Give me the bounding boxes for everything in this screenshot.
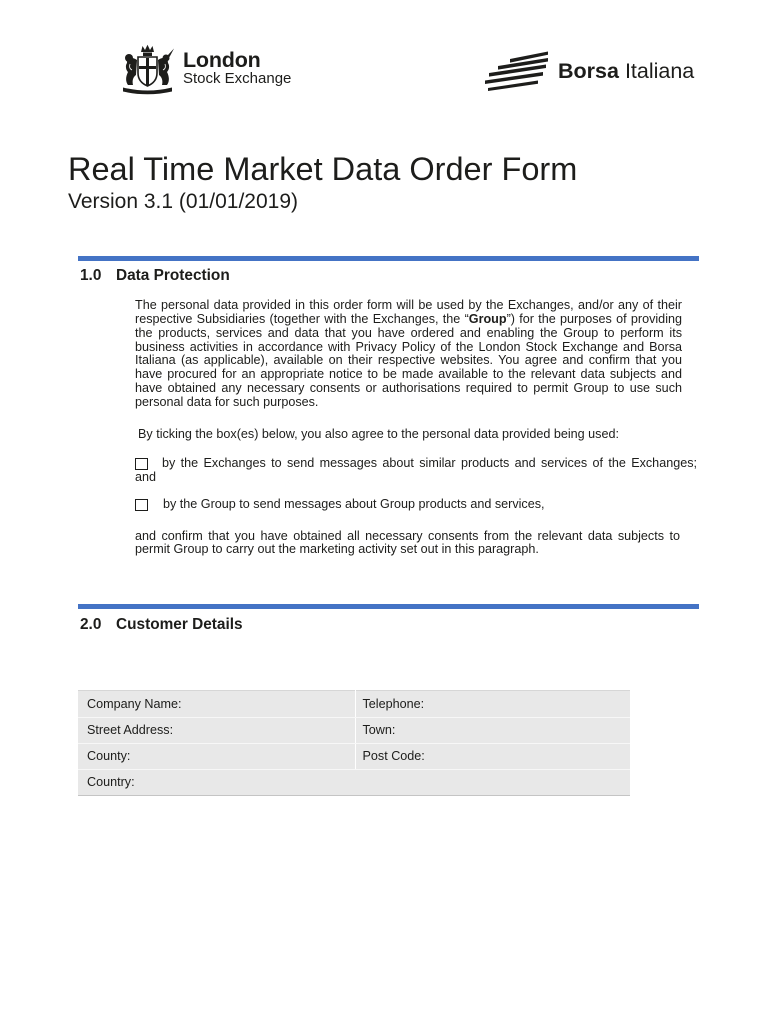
field-label: Country: xyxy=(87,775,135,790)
paragraph-line: the products, services and data that you have ordered and enabling the Group to perform its xyxy=(135,325,682,340)
paragraph-line: personal data for such purposes. xyxy=(135,395,319,410)
consent-intro: By ticking the box(es) below, you also agree to the personal data provided being used: xyxy=(138,427,619,441)
section-number-customer-details: 2.0 xyxy=(80,616,102,633)
town-field[interactable] xyxy=(355,718,630,744)
telephone-field[interactable] xyxy=(355,691,630,718)
paragraph-line: and confirm that you have obtained all necessary consents from the relevant data subjects to xyxy=(135,529,680,543)
field-label: Telephone: xyxy=(362,696,425,711)
field-label: Company Name: xyxy=(87,696,182,711)
paragraph-line: have procured for an appropriate notice to be made available to the relevant data subjects and xyxy=(135,367,682,382)
section-divider-customer-details xyxy=(78,604,699,609)
company-name-field[interactable] xyxy=(78,691,355,718)
paragraph-line-part: ”) for the purposes of providing xyxy=(506,311,682,326)
borsa-stripes-icon xyxy=(485,49,549,91)
borsa-italiana-wordmark xyxy=(558,61,694,83)
consent-exchanges-checkbox[interactable] xyxy=(135,458,148,470)
paragraph-line: have obtained any necessary consents or authorisations required to permit Group to use such xyxy=(135,381,682,396)
consent-closing-paragraph xyxy=(135,530,680,556)
paragraph-line: permit Group to carry out the marketing activity set out in this paragraph. xyxy=(135,542,539,556)
consent-group-checkbox[interactable] xyxy=(135,499,148,511)
lse-logo-wordmark-line2: Stock Exchange xyxy=(183,70,292,87)
lse-crest-icon xyxy=(119,44,176,96)
consent-exchanges-label-continued: and xyxy=(135,470,157,484)
consent-group-label: by the Group to send messages about Group products and services, xyxy=(163,497,545,511)
paragraph-line-part: respective Subsidiaries (together with the Exchanges, the “ xyxy=(135,311,469,326)
paragraph-line: The personal data provided in this order form will be used by the Exchanges, and/or any of their xyxy=(135,298,682,312)
country-field[interactable] xyxy=(78,770,630,796)
consent-exchanges-label: by the Exchanges to send messages about similar products and services of the Exchanges; xyxy=(162,456,697,470)
paragraph-line xyxy=(135,313,682,327)
paragraph-line: business activities in accordance with Privacy Policy of the London Stock Exchange and Borsa xyxy=(135,339,682,354)
table-row xyxy=(78,718,630,744)
field-label: Post Code: xyxy=(362,749,425,764)
customer-details-table xyxy=(78,690,630,796)
document-version: Version 3.1 (01/01/2019) xyxy=(68,190,298,213)
section-heading-customer-details: Customer Details xyxy=(116,616,243,633)
section-heading-data-protection: Data Protection xyxy=(116,267,230,284)
section-divider-data-protection xyxy=(78,256,699,261)
paragraph-line: Italiana (as applicable), available on their respective websites. You agree and confirm that you xyxy=(135,353,682,368)
borsa-wordmark-bold: Borsa xyxy=(558,59,619,83)
field-label: Street Address: xyxy=(87,723,174,738)
table-row xyxy=(78,770,630,796)
table-row xyxy=(78,691,630,718)
page-title: Real Time Market Data Order Form xyxy=(68,151,578,187)
post-code-field[interactable] xyxy=(355,744,630,770)
street-address-field[interactable] xyxy=(78,718,355,744)
field-label: Town: xyxy=(362,723,396,738)
data-protection-paragraph xyxy=(135,299,682,410)
bold-term-group: Group xyxy=(468,311,507,326)
field-label: County: xyxy=(87,749,131,764)
lse-logo-wordmark-line1: London xyxy=(183,48,261,72)
section-number-data-protection: 1.0 xyxy=(80,267,102,284)
borsa-wordmark-regular: Italiana xyxy=(624,59,695,83)
table-row xyxy=(78,744,630,770)
county-field[interactable] xyxy=(78,744,355,770)
